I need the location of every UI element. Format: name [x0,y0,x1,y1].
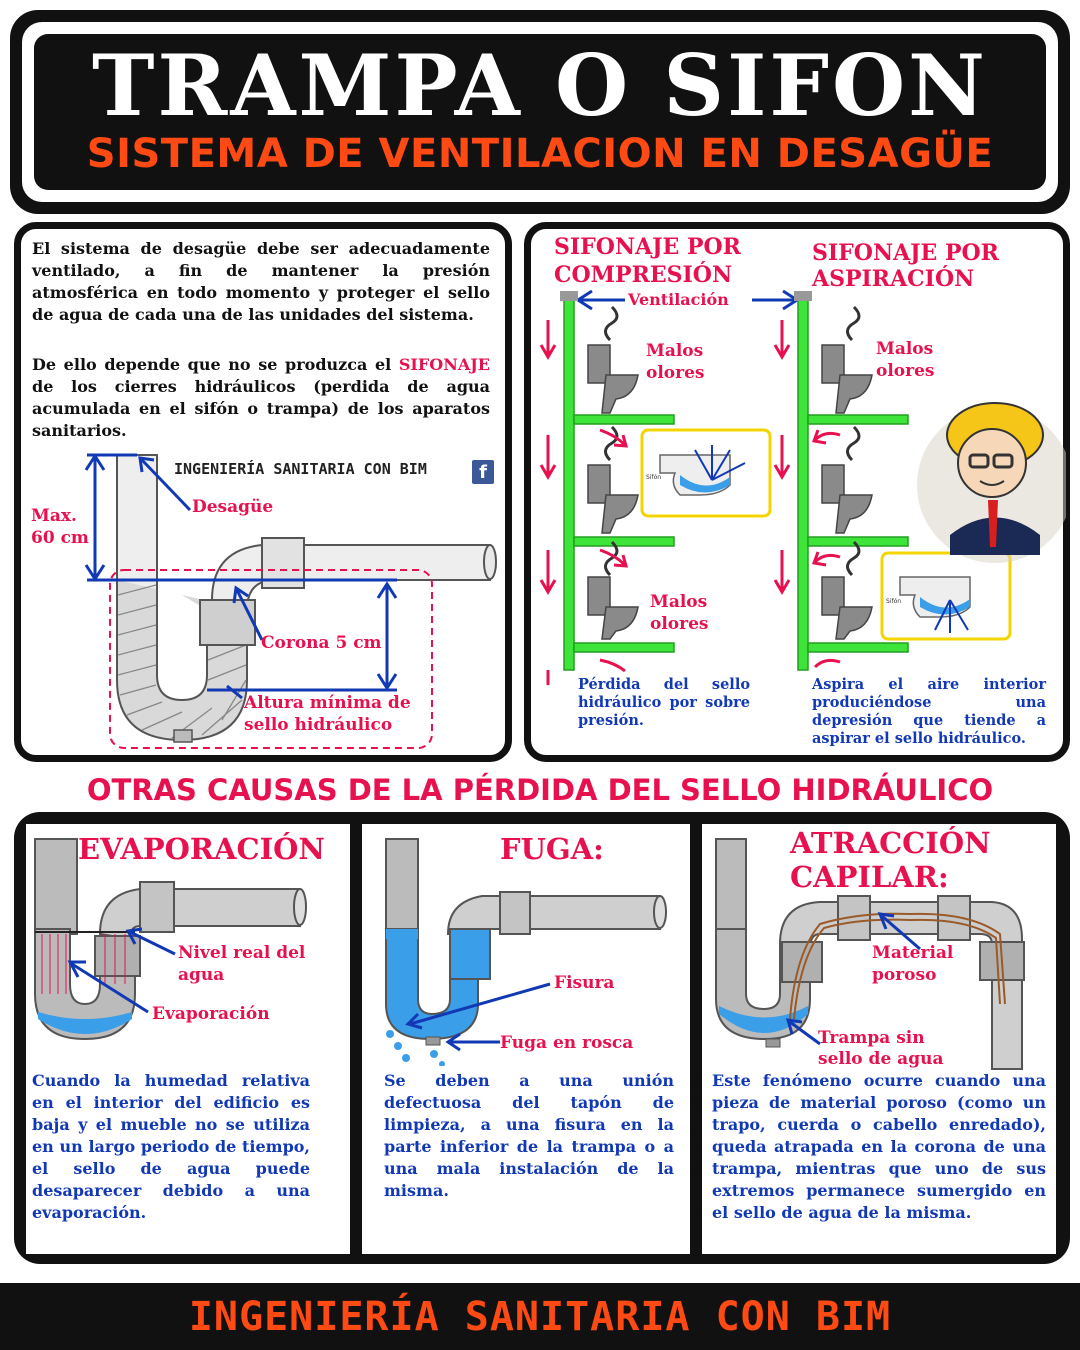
evap-label-evaporacion: Evaporación [152,1004,270,1024]
ventilacion-label: Ventilación [628,290,729,309]
label-desague: Desagüe [192,497,274,517]
evap-label-nivel-2: agua [178,965,225,985]
intro-paragraph-1: El sistema de desagüe debe ser adecuadamente ventilado, a fin de mantener la presión atmosférica en todo momento y proteger el sello de agua de cada una de las unidades del sistema. [32,239,490,324]
intro-paragraph-2 [32,354,490,442]
malos-olores-1b: olores [646,363,705,383]
intro-p2-after: de los cierres hidráulicos (perdida de agua acumulada en el sifón o trampa) de los aparatos sanitarios. [32,377,490,440]
page-title: TRAMPA O SIFON [92,36,988,135]
malos-olores-2b: olores [876,361,935,381]
facebook-letter: f [479,462,487,483]
siphon-diagram [530,285,1066,685]
sifonaje-highlight: SIFONAJE [398,355,490,374]
evap-label-nivel-1: Nivel real del [178,943,306,963]
evaporacion-text: Cuando la humedad relativa en el interior del edificio es baja y el mueble no se utiliza en un largo periodo de tiempo, el sello de agua puede desaparecer debido a una evaporación. [32,1071,310,1222]
aspiracion-title-1: SIFONAJE POR [812,240,999,266]
capilar-label-trampa-2: sello de agua [818,1049,944,1069]
otras-causas-heading: OTRAS CAUSAS DE LA PÉRDIDA DEL SELLO HIDRÁULICO [86,773,994,807]
malos-olores-3a: Malos [650,592,708,612]
compresion-title-2: COMPRESIÓN [554,262,733,288]
fuga-label-rosca: Fuga en rosca [500,1033,634,1053]
malos-olores-2a: Malos [876,339,934,359]
footer-brand: INGENIERÍA SANITARIA CON BIM [188,1294,892,1340]
label-max-2: 60 cm [31,528,89,548]
capilar-label-material-1: Material [872,943,954,963]
brand-label: INGENIERÍA SANITARIA CON BIM [174,460,427,478]
fuga-label-fisura: Fisura [554,973,615,993]
intro-p2-before: De ello depende que no se produzca el [32,355,399,374]
malos-olores-1a: Malos [646,341,704,361]
capilar-title-2: CAPILAR: [790,860,949,894]
label-max-1: Max. [31,506,77,526]
capilar-label-material-2: poroso [872,965,937,985]
sifon-small-label-2: Sifón [886,598,902,605]
fuga-title: FUGA: [500,832,604,866]
compresion-caption: Pérdida del sello hidráulico por sobre presión. [578,676,750,729]
malos-olores-3b: olores [650,614,709,634]
capilar-text: Este fenómeno ocurre cuando una pieza de material poroso (como un trapo, cuerda o cabello enredado), queda atrapada en la corona de una trampa, mientras que uno de sus extremos permanece sumergido en el sello de agua de la misma. [712,1071,1046,1222]
facebook-icon [472,460,494,484]
evaporacion-title: EVAPORACIÓN [78,832,325,866]
capilar-label-trampa-1: Trampa sin [818,1028,925,1048]
fuga-text: Se deben a una unión defectuosa del tapón de limpieza, a una fisura en la parte inferior de la trampa o a una mala instalación de la misma. [384,1071,674,1200]
label-altura-1: Altura mínima de [244,693,411,713]
compresion-title-1: SIFONAJE POR [554,234,741,260]
label-corona: Corona 5 cm [261,633,382,653]
aspiracion-title-2: ASPIRACIÓN [812,266,975,292]
aspiracion-caption: Aspira el aire interior produciéndose una depresión que tiende a aspirar el sello hidráulico. [812,676,1046,747]
sifon-small-label-1: Sifón [646,474,662,481]
capilar-title-1: ATRACCIÓN [790,826,991,860]
page-subtitle: SISTEMA DE VENTILACION EN DESAGÜE [86,131,994,177]
label-altura-2: sello hidráulico [244,715,393,735]
